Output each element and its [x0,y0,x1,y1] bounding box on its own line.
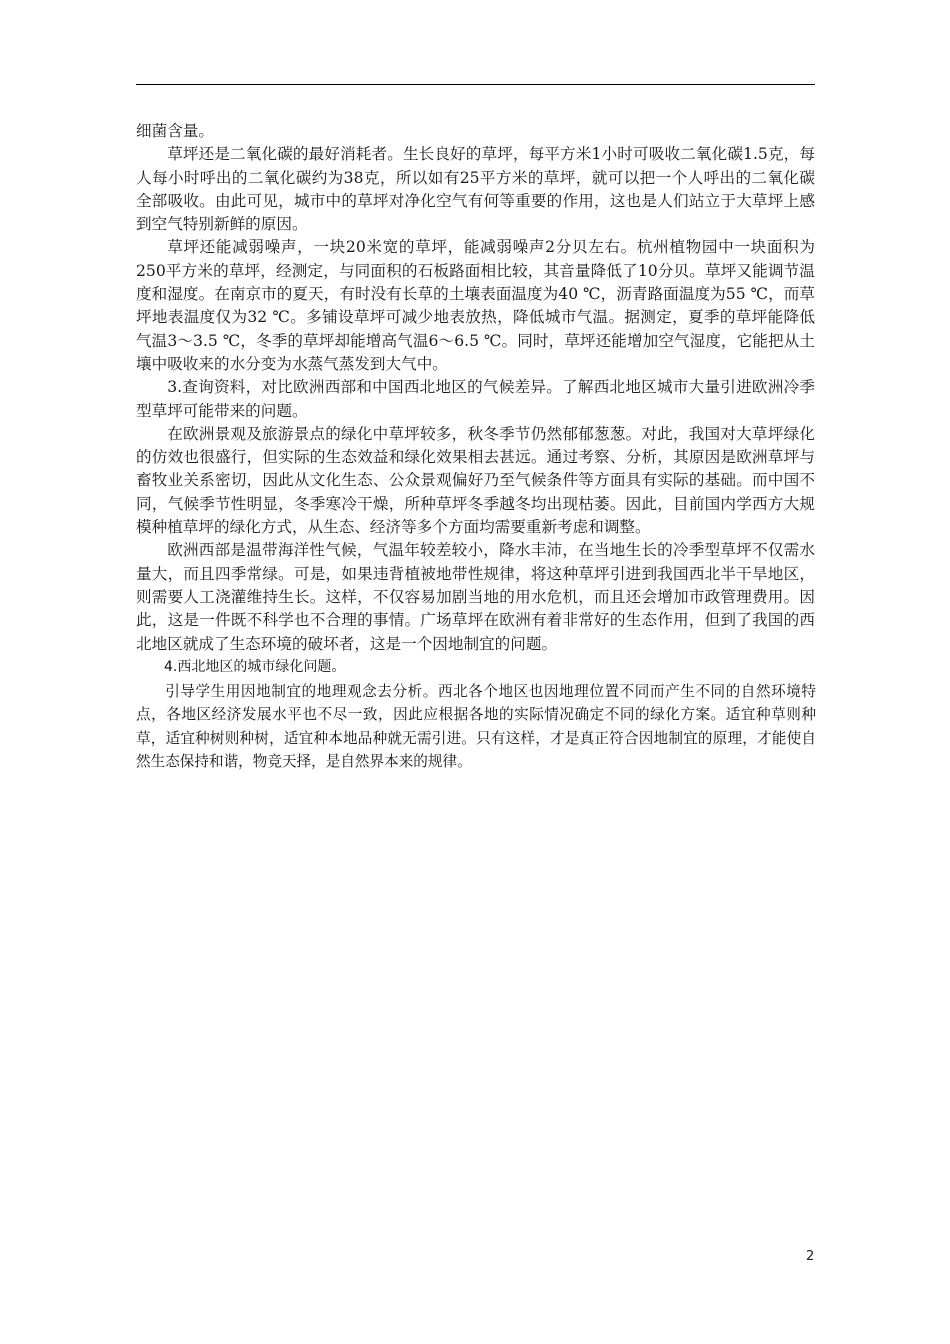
paragraph-question-3: 3.查询资料，对比欧洲西部和中国西北地区的气候差异。了解西北地区城市大量引进欧洲冷季型草坪可能带来的问题。 [136,378,815,420]
section-heading-4: 4.西北地区的城市绿化问题。 [164,658,346,675]
document-body [136,120,815,773]
paragraph-guidance: 引导学生用因地制宜的地理观念去分析。西北各个地区也因地理位置不同而产生不同的自然环境特点，各地区经济发展水平也不尽一致，因此应根据各地的实际情况确定不同的绿化方案。适宜种草则种草，适宜种树则种树，适宜种本地品种就无需引进。只有这样，才是真正符合因地制宜的原理，才能使自然生态保持和谐，物竞天择，是自然界本来的规律。 [136,682,816,771]
page-number: 2 [806,1249,815,1264]
paragraph-western-europe-climate: 欧洲西部是温带海洋性气候，气温年较差较小，降水丰沛，在当地生长的冷季型草坪不仅需水量大，而且四季常绿。可是，如果违背植被地带性规律，将这种草坪引进到我国西北半干旱地区，则需要人工浇灌维持生长。这样，不仅容易加剧当地的用水危机，而且还会增加市政管理费用。因此，这是一件既不科学也不合理的事情。广场草坪在欧洲有着非常好的生态作用，但到了我国的西北地区就成了生态环境的破坏者，这是一个因地制宜的问题。 [136,541,815,653]
paragraph-co2-absorption: 草坪还是二氧化碳的最好消耗者。生长良好的草坪，每平方米1小时可吸收二氧化碳1.5克，每人每小时呼出的二氧化碳约为38克，所以如有25平方米的草坪，就可以把一个人呼出的二氧化碳全部吸收。由此可见，城市中的草坪对净化空气有何等重要的作用，这也是人们站立于大草坪上感到空气特别新鲜的原因。 [136,145,815,234]
paragraph-noise-temperature: 草坪还能减弱噪声，一块20米宽的草坪，能减弱噪声2分贝左右。杭州植物园中一块面积为250平方米的草坪，经测定，与同面积的石板路面相比较，其音量降低了10分贝。草坪又能调节温度和湿度。在南京市的夏天，有时没有长草的土壤表面温度为40 ℃，沥青路面温度为55 ℃，而草坪地表温度仅为32 ℃。多铺设草坪可减少地表放热，降低城市气温。据测定，夏季的草坪能降低气温3～3.5 ℃，冬季的草坪却能增高气温6～6.5 ℃。同时，草坪还能增加空气湿度，它能把从土壤中吸收来的水分变为水蒸气蒸发到大气中。 [136,238,815,373]
header-rule [136,84,815,85]
paragraph-bacteria-content: 细菌含量。 [136,122,214,140]
paragraph-europe-lawn: 在欧洲景观及旅游景点的绿化中草坪较多，秋冬季节仍然郁郁葱葱。对此，我国对大草坪绿化的仿效也很盛行，但实际的生态效益和绿化效果相去甚远。通过考察、分析，其原因是欧洲草坪与畜牧业关系密切，因此从文化生态、公众景观偏好乃至气候条件等方面具有实际的基础。而中国不同，气候季节性明显，冬季寒冷干燥，所种草坪冬季越冬均出现枯萎。因此，目前国内学西方大规模种植草坪的绿化方式，从生态、经济等多个方面均需要重新考虑和调整。 [136,424,815,537]
